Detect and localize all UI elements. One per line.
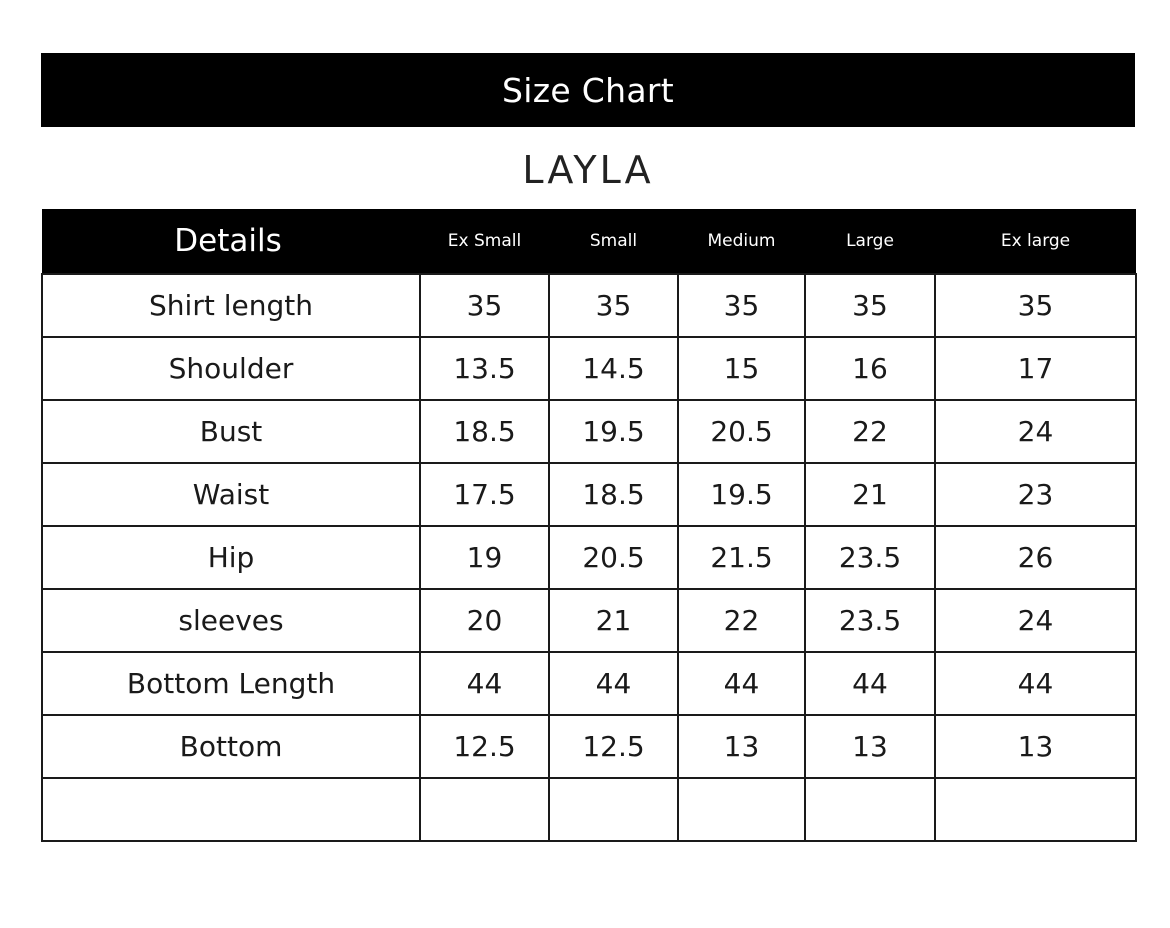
cell-large: 13 <box>805 715 935 778</box>
cell-large: 21 <box>805 463 935 526</box>
table-row <box>42 274 1136 337</box>
cell-large: 22 <box>805 400 935 463</box>
cell-small: 21 <box>549 589 678 652</box>
cell-large: 23.5 <box>805 589 935 652</box>
column-header-ex-large: Ex large <box>1000 231 1071 251</box>
row-label <box>42 778 420 841</box>
cell-ex-large: 35 <box>935 274 1136 337</box>
table-row <box>42 400 1136 463</box>
row-label: Shoulder <box>42 337 420 400</box>
size-table <box>41 209 1137 842</box>
cell-medium: 35 <box>678 274 805 337</box>
cell-small: 14.5 <box>549 337 678 400</box>
cell-ex-small: 35 <box>420 274 549 337</box>
cell-large: 44 <box>805 652 935 715</box>
table-row <box>42 463 1136 526</box>
cell-ex-small: 20 <box>420 589 549 652</box>
cell-ex-large: 13 <box>935 715 1136 778</box>
cell-ex-large: 24 <box>935 400 1136 463</box>
cell-small <box>549 778 678 841</box>
cell-ex-small: 19 <box>420 526 549 589</box>
cell-ex-large: 17 <box>935 337 1136 400</box>
table-row <box>42 337 1136 400</box>
cell-medium: 22 <box>678 589 805 652</box>
cell-medium: 15 <box>678 337 805 400</box>
page-title: Size Chart <box>502 70 674 110</box>
cell-small: 35 <box>549 274 678 337</box>
cell-small: 44 <box>549 652 678 715</box>
cell-large: 16 <box>805 337 935 400</box>
size-chart-title-bar <box>41 53 1135 127</box>
cell-small: 19.5 <box>549 400 678 463</box>
table-row <box>42 778 1136 841</box>
column-header-large: Large <box>846 231 894 251</box>
row-label: Hip <box>42 526 420 589</box>
table-header-row <box>42 209 1136 274</box>
table-row <box>42 589 1136 652</box>
cell-ex-small: 12.5 <box>420 715 549 778</box>
column-header-details: Details <box>174 223 282 259</box>
row-label: Bottom <box>42 715 420 778</box>
cell-medium: 13 <box>678 715 805 778</box>
row-label: sleeves <box>42 589 420 652</box>
cell-medium: 20.5 <box>678 400 805 463</box>
cell-medium: 21.5 <box>678 526 805 589</box>
cell-large <box>805 778 935 841</box>
cell-small: 12.5 <box>549 715 678 778</box>
row-label: Bottom Length <box>42 652 420 715</box>
cell-ex-small: 13.5 <box>420 337 549 400</box>
column-header-small: Small <box>589 231 638 251</box>
cell-medium: 19.5 <box>678 463 805 526</box>
row-label: Waist <box>42 463 420 526</box>
product-name: LAYLA <box>522 148 654 192</box>
cell-medium: 44 <box>678 652 805 715</box>
cell-ex-large: 26 <box>935 526 1136 589</box>
cell-large: 35 <box>805 274 935 337</box>
cell-large: 23.5 <box>805 526 935 589</box>
table-row <box>42 652 1136 715</box>
cell-ex-large: 44 <box>935 652 1136 715</box>
cell-ex-small: 17.5 <box>420 463 549 526</box>
cell-ex-large: 24 <box>935 589 1136 652</box>
column-header-medium: Medium <box>707 231 776 251</box>
column-header-ex-small: Ex Small <box>447 231 522 251</box>
cell-medium <box>678 778 805 841</box>
cell-ex-small <box>420 778 549 841</box>
row-label: Bust <box>42 400 420 463</box>
table-body <box>42 274 1136 841</box>
cell-ex-small: 44 <box>420 652 549 715</box>
cell-small: 20.5 <box>549 526 678 589</box>
cell-ex-large <box>935 778 1136 841</box>
table-row <box>42 715 1136 778</box>
table-row <box>42 526 1136 589</box>
row-label: Shirt length <box>42 274 420 337</box>
cell-small: 18.5 <box>549 463 678 526</box>
cell-ex-large: 23 <box>935 463 1136 526</box>
cell-ex-small: 18.5 <box>420 400 549 463</box>
